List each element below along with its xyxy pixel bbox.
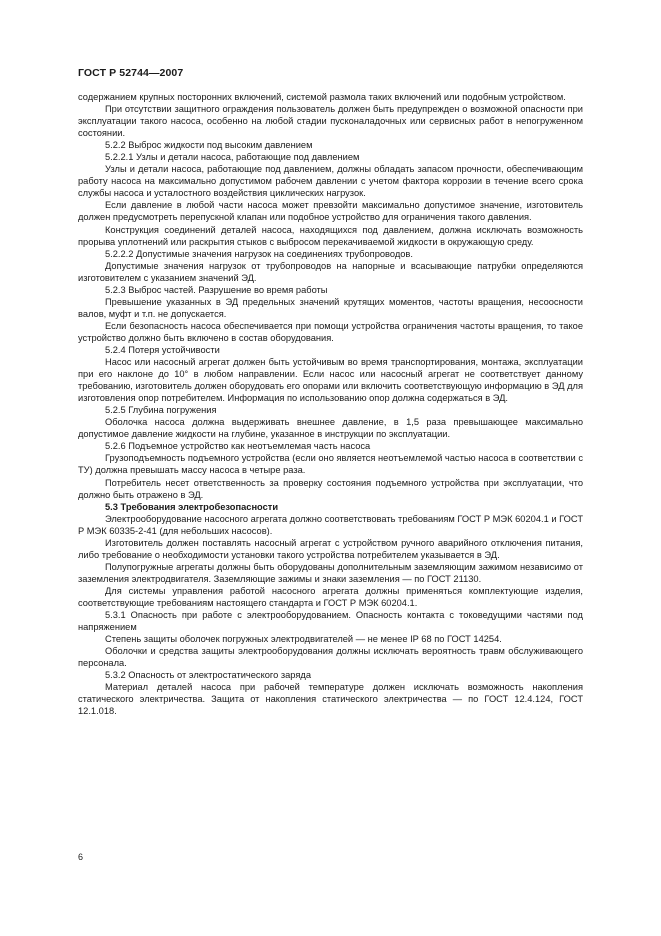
section-heading: 5.2.3 Выброс частей. Разрушение во время работы [105, 284, 328, 295]
paragraph: Потребитель несет ответственность за проверку состояния подъемного устройства при эксплуатации, что должно быть отражено в ЭД. [78, 477, 583, 500]
paragraph: Допустимые значения нагрузок от трубопроводов на напорные и всасывающие патрубки определяются изготовителем с указанием значений ЭД. [78, 260, 583, 283]
section-heading: 5.2.6 Подъемное устройство как неотъемлемая часть насоса [105, 441, 371, 452]
paragraph: Материал деталей насоса при рабочей температуре должен исключать возможность накопления статического электричества. Защита от накопления статического электричества — по ГОСТ 12.4.124, ГОСТ 12.1.018. [78, 682, 583, 717]
paragraph: Конструкция соединений деталей насоса, находящихся под давлением, должна исключать возможность прорыва уплотнений или раскрытия стыков с выбросом перекачиваемой жидкости в окружающую среду. [78, 224, 583, 247]
paragraph: Грузоподъемность подъемного устройства (если оно является неотъемлемой частью насоса в соответствии с ТУ) должна превышать массу насоса в четыре раза. [78, 453, 583, 476]
section-heading: 5.2.2.2 Допустимые значения нагрузок на соединениях трубопроводов. [105, 248, 413, 259]
section-heading: 5.3.2 Опасность от электростатического заряда [105, 670, 311, 681]
paragraph: При отсутствии защитного ограждения пользователь должен быть предупрежден о возможной опасности при эксплуатации такого насоса, особенно на любой стадии пусконаладочных или сервисных работ в непогруженном состоянии. [78, 104, 583, 139]
paragraph: Полупогружные агрегаты должны быть оборудованы дополнительным заземляющим зажимом независимо от заземления электродвигателя. Заземляющие зажимы и знаки заземления — по ГОСТ 21130. [78, 561, 583, 584]
section-heading: 5.3.1 Опасность при работе с электрооборудованием. Опасность контакта с токоведущими частями под напряжением [78, 610, 583, 633]
section-heading: 5.2.4 Потеря устойчивости [105, 344, 220, 355]
paragraph: Оболочки и средства защиты электрооборудования должны исключать вероятность травм обслуживающего персонала. [78, 646, 583, 669]
paragraph: Узлы и детали насоса, работающие под давлением, должны обладать запасом прочности, обеспечивающим работу насоса на максимально допустимом рабочем давлении с учетом фактора коррозии в течение всего срока службы насоса и усталостного воздействия циклических нагрузок. [78, 164, 583, 199]
paragraph: Если безопасность насоса обеспечивается при помощи устройства ограничения частоты вращения, то такое устройство должно быть включено в состав оборудования. [78, 320, 583, 343]
paragraph: Превышение указанных в ЭД предельных значений крутящих моментов, частоты вращения, несоосности валов, муфт и т.п. не допускается. [78, 296, 583, 319]
paragraph: Изготовитель должен поставлять насосный агрегат с устройством ручного аварийного отключения питания, либо требование о необходимости установки такого устройства потребителем указывается в ЭД. [78, 537, 583, 560]
section-heading: 5.2.2.1 Узлы и детали насоса, работающие под давлением [105, 152, 360, 163]
page-header: ГОСТ Р 52744—2007 [78, 67, 184, 79]
section-heading: 5.2.5 Глубина погружения [105, 405, 217, 416]
section-heading-bold: 5.3 Требования электробезопасности [105, 501, 279, 512]
document-body [78, 91, 583, 717]
paragraph: Если давление в любой части насоса может превзойти максимально допустимое значение, изготовитель должен предусмотреть перепускной клапан или подобное устройство для ограничения такого давления. [78, 200, 583, 223]
paragraph: Насос или насосный агрегат должен быть устойчивым во время транспортирования, монтажа, эксплуатации при его наклоне до 10° в любом направлении. Если насос или насосный агрегат не соответствует данному требованию, изготовитель должен оборудовать его опорами или включить соответствующую информацию в ЭД для изготовления опор потребителем. Информация по использованию опор должна содержаться в ЭД. [78, 357, 583, 404]
paragraph: Электрооборудование насосного агрегата должно соответствовать требованиям ГОСТ Р МЭК 60204.1 и ГОСТ Р МЭК 60335-2-41 (для небольших насосов). [78, 513, 583, 536]
page-number: 6 [78, 852, 84, 862]
paragraph: Для системы управления работой насосного агрегата должны применяться комплектующие изделия, соответствующие требованиям настоящего стандарта и ГОСТ Р МЭК 60204.1. [78, 585, 583, 608]
paragraph: Степень защиты оболочек погружных электродвигателей — не менее IP 68 по ГОСТ 14254. [105, 634, 502, 645]
paragraph: Оболочка насоса должна выдерживать внешнее давление, в 1,5 раза превышающее максимально допустимое давление жидкости на глубине, указанное в инструкции по эксплуатации. [78, 417, 583, 440]
paragraph: содержанием крупных посторонних включений, системой размола таких включений или подобным устройством. [78, 92, 566, 102]
section-heading: 5.2.2 Выброс жидкости под высоким давлением [105, 140, 313, 151]
